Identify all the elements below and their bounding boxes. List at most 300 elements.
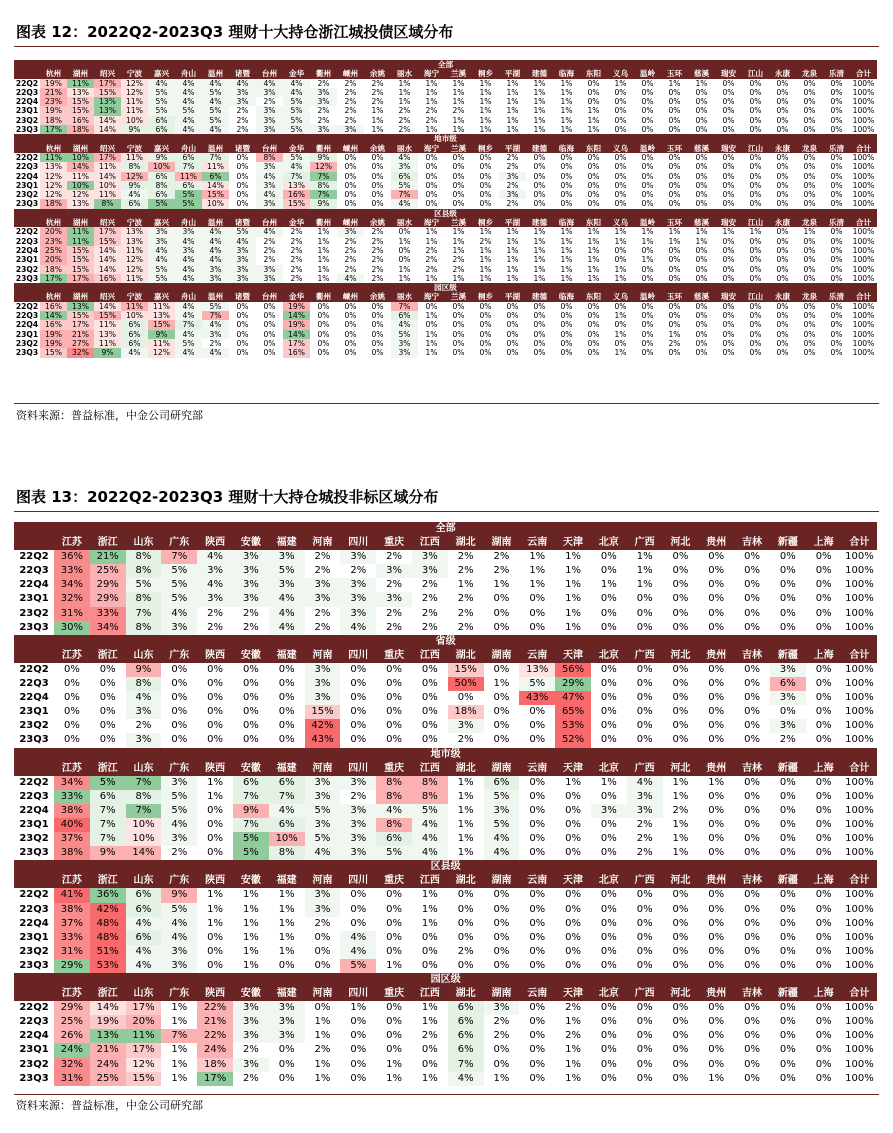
table-cell: 0% <box>806 818 842 832</box>
table-cell: 11% <box>121 106 148 115</box>
table-cell: 0% <box>376 705 412 719</box>
table-cell: 0% <box>305 959 341 973</box>
table-cell: 1% <box>607 237 634 246</box>
table-cell: 4% <box>175 311 202 320</box>
row-label: 23Q1 <box>14 818 54 832</box>
table-cell: 0% <box>796 274 823 283</box>
column-header: 临海 <box>553 144 580 153</box>
table-cell: 0% <box>806 832 842 846</box>
table-cell: 0% <box>607 246 634 255</box>
table-cell: 0% <box>715 190 742 199</box>
table-cell: 2% <box>337 88 364 97</box>
row-label: 22Q3 <box>15 236 39 246</box>
table-cell: 0% <box>591 677 627 691</box>
table-cell: 0% <box>715 181 742 190</box>
table-cell: 0% <box>734 550 770 564</box>
table-cell: 13% <box>121 227 148 236</box>
table-cell: 3% <box>770 719 806 733</box>
table-cell: 0% <box>526 172 553 181</box>
table-cell: 0% <box>734 607 770 621</box>
column-header: 湖南 <box>484 874 520 888</box>
table-cell: 100% <box>842 1043 878 1057</box>
table-cell: 1% <box>499 106 526 115</box>
table-cell: 0% <box>742 302 769 311</box>
table-cell: 1% <box>607 265 634 274</box>
table-cell: 3% <box>233 1058 269 1072</box>
table-cell: 0% <box>698 705 734 719</box>
table-cell: 0% <box>688 311 715 320</box>
section-title: 园区级 <box>14 283 877 292</box>
table-cell: 13% <box>90 1029 126 1043</box>
column-header: 云南 <box>519 649 555 663</box>
table-cell: 0% <box>627 733 663 747</box>
table-cell: 0% <box>519 1058 555 1072</box>
table-row <box>14 790 877 804</box>
table-cell: 2% <box>364 255 391 264</box>
table-cell: 0% <box>340 1072 376 1086</box>
table-cell: 1% <box>526 116 553 125</box>
table-cell: 0% <box>519 1001 555 1015</box>
column-header: 义乌 <box>607 69 634 78</box>
table-cell: 10% <box>67 153 94 162</box>
column-header: 兰溪 <box>445 144 472 153</box>
table-cell: 0% <box>663 1029 699 1043</box>
table-row <box>14 846 877 860</box>
table-cell: 1% <box>499 116 526 125</box>
table-cell: 4% <box>305 846 341 860</box>
table-cell: 100% <box>842 1001 878 1015</box>
table-cell: 18% <box>40 265 67 274</box>
table-cell: 0% <box>688 246 715 255</box>
table-cell: 0% <box>688 199 715 208</box>
table-cell: 0% <box>484 733 520 747</box>
table-row <box>14 917 877 931</box>
table-cell: 1% <box>553 88 580 97</box>
column-header: 安徽 <box>233 874 269 888</box>
column-header: 绍兴 <box>94 292 121 301</box>
column-header: 河南 <box>305 874 341 888</box>
table-cell: 0% <box>698 959 734 973</box>
table-cell: 0% <box>607 302 634 311</box>
table-cell: 0% <box>472 348 499 357</box>
table-cell: 8% <box>126 564 162 578</box>
table-cell: 9% <box>121 181 148 190</box>
table-cell: 0% <box>627 917 663 931</box>
table-cell: 0% <box>823 199 850 208</box>
table-cell: 18% <box>40 116 67 125</box>
column-header: 舟山 <box>175 292 202 301</box>
table-cell: 4% <box>412 818 448 832</box>
table-cell: 0% <box>555 945 591 959</box>
table-cell: 1% <box>418 79 445 88</box>
table-cell: 3% <box>229 255 256 264</box>
table-cell: 100% <box>850 190 877 199</box>
table-cell: 0% <box>627 903 663 917</box>
table-cell: 0% <box>796 348 823 357</box>
table-cell: 1% <box>310 265 337 274</box>
table-cell: 34% <box>90 621 126 635</box>
table-cell: 0% <box>688 320 715 329</box>
table-cell: 0% <box>553 153 580 162</box>
table-cell: 0% <box>607 88 634 97</box>
table-cell: 0% <box>698 903 734 917</box>
table-cell: 0% <box>796 106 823 115</box>
table-cell: 0% <box>526 162 553 171</box>
table-cell: 5% <box>519 677 555 691</box>
table-cell: 0% <box>607 172 634 181</box>
table-cell: 0% <box>269 959 305 973</box>
table-cell: 0% <box>627 1043 663 1057</box>
row-label: 22Q2 <box>14 888 54 902</box>
table-cell: 0% <box>591 959 627 973</box>
figure-13-bottom-rule <box>14 1094 879 1095</box>
table-row <box>14 237 877 246</box>
table-cell: 0% <box>233 691 269 705</box>
table-cell: 1% <box>310 227 337 236</box>
table-cell: 3% <box>448 719 484 733</box>
table-cell: 25% <box>54 1015 90 1029</box>
table-row <box>14 106 877 115</box>
column-header: 杭州 <box>40 292 67 301</box>
table-cell: 0% <box>634 339 661 348</box>
table-cell: 100% <box>850 320 877 329</box>
table-row <box>14 348 877 357</box>
table-cell: 19% <box>40 79 67 88</box>
table-cell: 0% <box>634 330 661 339</box>
table-cell: 0% <box>770 1058 806 1072</box>
row-label: 23Q1 <box>15 329 39 339</box>
table-cell: 1% <box>445 246 472 255</box>
table-cell: 1% <box>418 311 445 320</box>
table-cell: 3% <box>256 181 283 190</box>
table-cell: 15% <box>448 663 484 677</box>
table-cell: 10% <box>94 181 121 190</box>
table-cell: 0% <box>580 320 607 329</box>
table-cell: 0% <box>661 106 688 115</box>
table-cell: 0% <box>591 691 627 705</box>
table-cell: 0% <box>229 172 256 181</box>
table-cell: 1% <box>391 88 418 97</box>
table-cell: 0% <box>90 691 126 705</box>
table-cell: 0% <box>698 846 734 860</box>
table-cell: 0% <box>197 663 233 677</box>
table-cell: 0% <box>769 274 796 283</box>
table-cell: 16% <box>40 320 67 329</box>
table-cell: 4% <box>175 330 202 339</box>
table-cell: 2% <box>229 125 256 134</box>
column-header: 北京 <box>591 762 627 776</box>
table-cell: 100% <box>850 162 877 171</box>
corner-cell <box>14 762 54 776</box>
table-cell: 11% <box>121 246 148 255</box>
table-cell: 0% <box>823 265 850 274</box>
table-cell: 2% <box>448 607 484 621</box>
corner-cell <box>14 69 40 78</box>
table-cell: 3% <box>148 237 175 246</box>
table-cell: 0% <box>634 79 661 88</box>
column-header: 海宁 <box>418 144 445 153</box>
table-cell: 5% <box>161 790 197 804</box>
table-row <box>14 1058 877 1072</box>
table-cell: 0% <box>806 776 842 790</box>
table-cell: 0% <box>734 578 770 592</box>
table-cell: 0% <box>663 1058 699 1072</box>
section-title: 全部 <box>14 60 877 69</box>
table-cell: 1% <box>499 246 526 255</box>
table-cell: 2% <box>233 1072 269 1086</box>
row-label: 23Q2 <box>15 115 39 125</box>
table-cell: 1% <box>580 125 607 134</box>
table-cell: 0% <box>661 172 688 181</box>
table-cell: 1% <box>553 237 580 246</box>
table-cell: 0% <box>734 663 770 677</box>
table-cell: 3% <box>161 959 197 973</box>
table-cell: 1% <box>445 79 472 88</box>
table-cell: 0% <box>770 564 806 578</box>
table-cell: 15% <box>67 255 94 264</box>
table-cell: 0% <box>445 181 472 190</box>
column-header: 天津 <box>555 649 591 663</box>
table-cell: 1% <box>418 274 445 283</box>
table-cell: 0% <box>770 1015 806 1029</box>
table-cell: 0% <box>796 330 823 339</box>
table-row <box>14 1015 877 1029</box>
table-cell: 0% <box>698 818 734 832</box>
table-cell: 0% <box>364 320 391 329</box>
table-cell: 0% <box>698 888 734 902</box>
table-cell: 1% <box>448 832 484 846</box>
table-cell: 1% <box>580 116 607 125</box>
table-cell: 3% <box>340 776 376 790</box>
table-cell: 0% <box>823 79 850 88</box>
table-cell: 1% <box>607 348 634 357</box>
table-cell: 0% <box>742 246 769 255</box>
table-cell: 1% <box>663 818 699 832</box>
column-header: 福建 <box>269 536 305 550</box>
table-cell: 100% <box>850 88 877 97</box>
table-cell: 0% <box>698 564 734 578</box>
column-header: 衢州 <box>310 292 337 301</box>
table-cell: 0% <box>607 116 634 125</box>
table-cell: 4% <box>175 79 202 88</box>
table-cell: 0% <box>553 348 580 357</box>
column-header-row <box>14 987 877 1001</box>
column-header: 金华 <box>283 218 310 227</box>
table-cell: 17% <box>94 79 121 88</box>
table-cell: 0% <box>591 832 627 846</box>
table-cell: 2% <box>391 125 418 134</box>
table-cell: 6% <box>448 1043 484 1057</box>
table-cell: 1% <box>526 237 553 246</box>
table-cell: 0% <box>698 945 734 959</box>
table-cell: 2% <box>256 246 283 255</box>
table-cell: 0% <box>54 705 90 719</box>
table-cell: 3% <box>412 564 448 578</box>
table-cell: 0% <box>607 106 634 115</box>
table-cell: 0% <box>229 320 256 329</box>
column-header: 河南 <box>305 536 341 550</box>
table-cell: 1% <box>580 106 607 115</box>
column-header: 河北 <box>663 649 699 663</box>
column-header: 东阳 <box>580 144 607 153</box>
table-cell: 4% <box>391 199 418 208</box>
table-cell: 1% <box>607 79 634 88</box>
row-label: 22Q4 <box>14 804 54 818</box>
table-cell: 2% <box>412 607 448 621</box>
table-cell: 4% <box>337 274 364 283</box>
table-cell: 0% <box>715 265 742 274</box>
table-cell: 1% <box>555 1043 591 1057</box>
table-cell: 0% <box>698 733 734 747</box>
table-cell: 0% <box>412 931 448 945</box>
table-row <box>14 162 877 171</box>
table-cell: 0% <box>661 88 688 97</box>
table-cell: 0% <box>688 302 715 311</box>
column-header: 临海 <box>553 218 580 227</box>
table-cell: 0% <box>555 931 591 945</box>
table-cell: 3% <box>591 804 627 818</box>
table-cell: 1% <box>445 97 472 106</box>
table-cell: 0% <box>553 162 580 171</box>
table-cell: 5% <box>161 903 197 917</box>
column-header-row <box>14 874 877 888</box>
table-cell: 0% <box>340 917 376 931</box>
table-cell: 0% <box>770 818 806 832</box>
column-header: 江西 <box>412 987 448 1001</box>
table-cell: 0% <box>698 663 734 677</box>
table-row <box>14 621 877 635</box>
table-cell: 6% <box>121 330 148 339</box>
table-cell: 1% <box>472 79 499 88</box>
table-cell: 1% <box>661 227 688 236</box>
table-cell: 100% <box>842 733 878 747</box>
table-cell: 0% <box>340 705 376 719</box>
column-header: 上海 <box>806 536 842 550</box>
table-cell: 100% <box>850 237 877 246</box>
table-cell: 0% <box>661 246 688 255</box>
table-cell: 0% <box>484 888 520 902</box>
section-header-row <box>14 635 877 649</box>
table-cell: 10% <box>121 116 148 125</box>
table-cell: 1% <box>161 1015 197 1029</box>
table-cell: 2% <box>364 246 391 255</box>
table-cell: 0% <box>823 339 850 348</box>
table-cell: 5% <box>233 846 269 860</box>
row-label: 23Q3 <box>14 621 54 635</box>
row-label: 22Q4 <box>15 245 39 255</box>
table-cell: 0% <box>448 959 484 973</box>
table-cell: 23% <box>40 237 67 246</box>
column-header: 瑞安 <box>715 69 742 78</box>
table-cell: 1% <box>412 903 448 917</box>
column-header: 建德 <box>526 292 553 301</box>
column-header: 广东 <box>161 536 197 550</box>
table-cell: 0% <box>698 677 734 691</box>
table-cell: 0% <box>376 1015 412 1029</box>
table-cell: 31% <box>54 1072 90 1086</box>
table-cell: 0% <box>256 348 283 357</box>
table-cell: 0% <box>364 339 391 348</box>
table-cell: 0% <box>233 677 269 691</box>
column-header: 丽水 <box>391 144 418 153</box>
table-cell: 2% <box>283 274 310 283</box>
table-cell: 3% <box>229 97 256 106</box>
table-cell: 0% <box>698 1058 734 1072</box>
table-cell: 14% <box>90 1001 126 1015</box>
column-header: 贵州 <box>698 649 734 663</box>
table-cell: 0% <box>734 719 770 733</box>
table-cell: 0% <box>412 663 448 677</box>
table-cell: 32% <box>54 1058 90 1072</box>
table-cell: 47% <box>555 691 591 705</box>
table-cell: 1% <box>418 97 445 106</box>
table-cell: 14% <box>94 302 121 311</box>
table-cell: 0% <box>796 116 823 125</box>
table-cell: 0% <box>197 959 233 973</box>
column-header: 衢州 <box>310 218 337 227</box>
table-cell: 0% <box>806 804 842 818</box>
table-cell: 0% <box>823 274 850 283</box>
table-cell: 3% <box>770 663 806 677</box>
table-cell: 6% <box>269 818 305 832</box>
table-cell: 1% <box>627 564 663 578</box>
table-cell: 100% <box>850 199 877 208</box>
table-cell: 1% <box>555 550 591 564</box>
table-cell: 3% <box>340 818 376 832</box>
table-cell: 0% <box>591 945 627 959</box>
column-header: 慈溪 <box>688 144 715 153</box>
table-cell: 0% <box>742 172 769 181</box>
table-cell: 1% <box>269 888 305 902</box>
column-header: 平湖 <box>499 144 526 153</box>
table-cell: 0% <box>806 592 842 606</box>
table-cell: 3% <box>499 172 526 181</box>
table-cell: 13% <box>67 88 94 97</box>
table-cell: 100% <box>842 945 878 959</box>
column-header: 江苏 <box>54 762 90 776</box>
table-cell: 3% <box>310 97 337 106</box>
table-cell: 2% <box>337 265 364 274</box>
table-cell: 0% <box>806 1015 842 1029</box>
table-cell: 2% <box>337 116 364 125</box>
table-cell: 15% <box>283 199 310 208</box>
column-header: 吉林 <box>734 762 770 776</box>
table-cell: 0% <box>806 917 842 931</box>
table-cell: 0% <box>418 302 445 311</box>
table-cell: 1% <box>627 578 663 592</box>
table-cell: 1% <box>161 1072 197 1086</box>
table-cell: 6% <box>121 199 148 208</box>
table-cell: 1% <box>161 1043 197 1057</box>
column-header: 温岭 <box>634 218 661 227</box>
column-header: 临海 <box>553 292 580 301</box>
table-cell: 0% <box>580 172 607 181</box>
row-label: 23Q2 <box>14 607 54 621</box>
column-header: 兰溪 <box>445 218 472 227</box>
row-label: 22Q4 <box>14 917 54 931</box>
table-cell: 2% <box>364 265 391 274</box>
table-cell: 0% <box>663 1043 699 1057</box>
table-cell: 8% <box>126 621 162 635</box>
table-cell: 100% <box>850 172 877 181</box>
table-cell: 1% <box>269 903 305 917</box>
row-label: 22Q4 <box>15 97 39 107</box>
table-cell: 0% <box>663 705 699 719</box>
table-cell: 3% <box>148 227 175 236</box>
table-cell: 2% <box>499 199 526 208</box>
table-cell: 0% <box>770 846 806 860</box>
table-cell: 0% <box>337 162 364 171</box>
